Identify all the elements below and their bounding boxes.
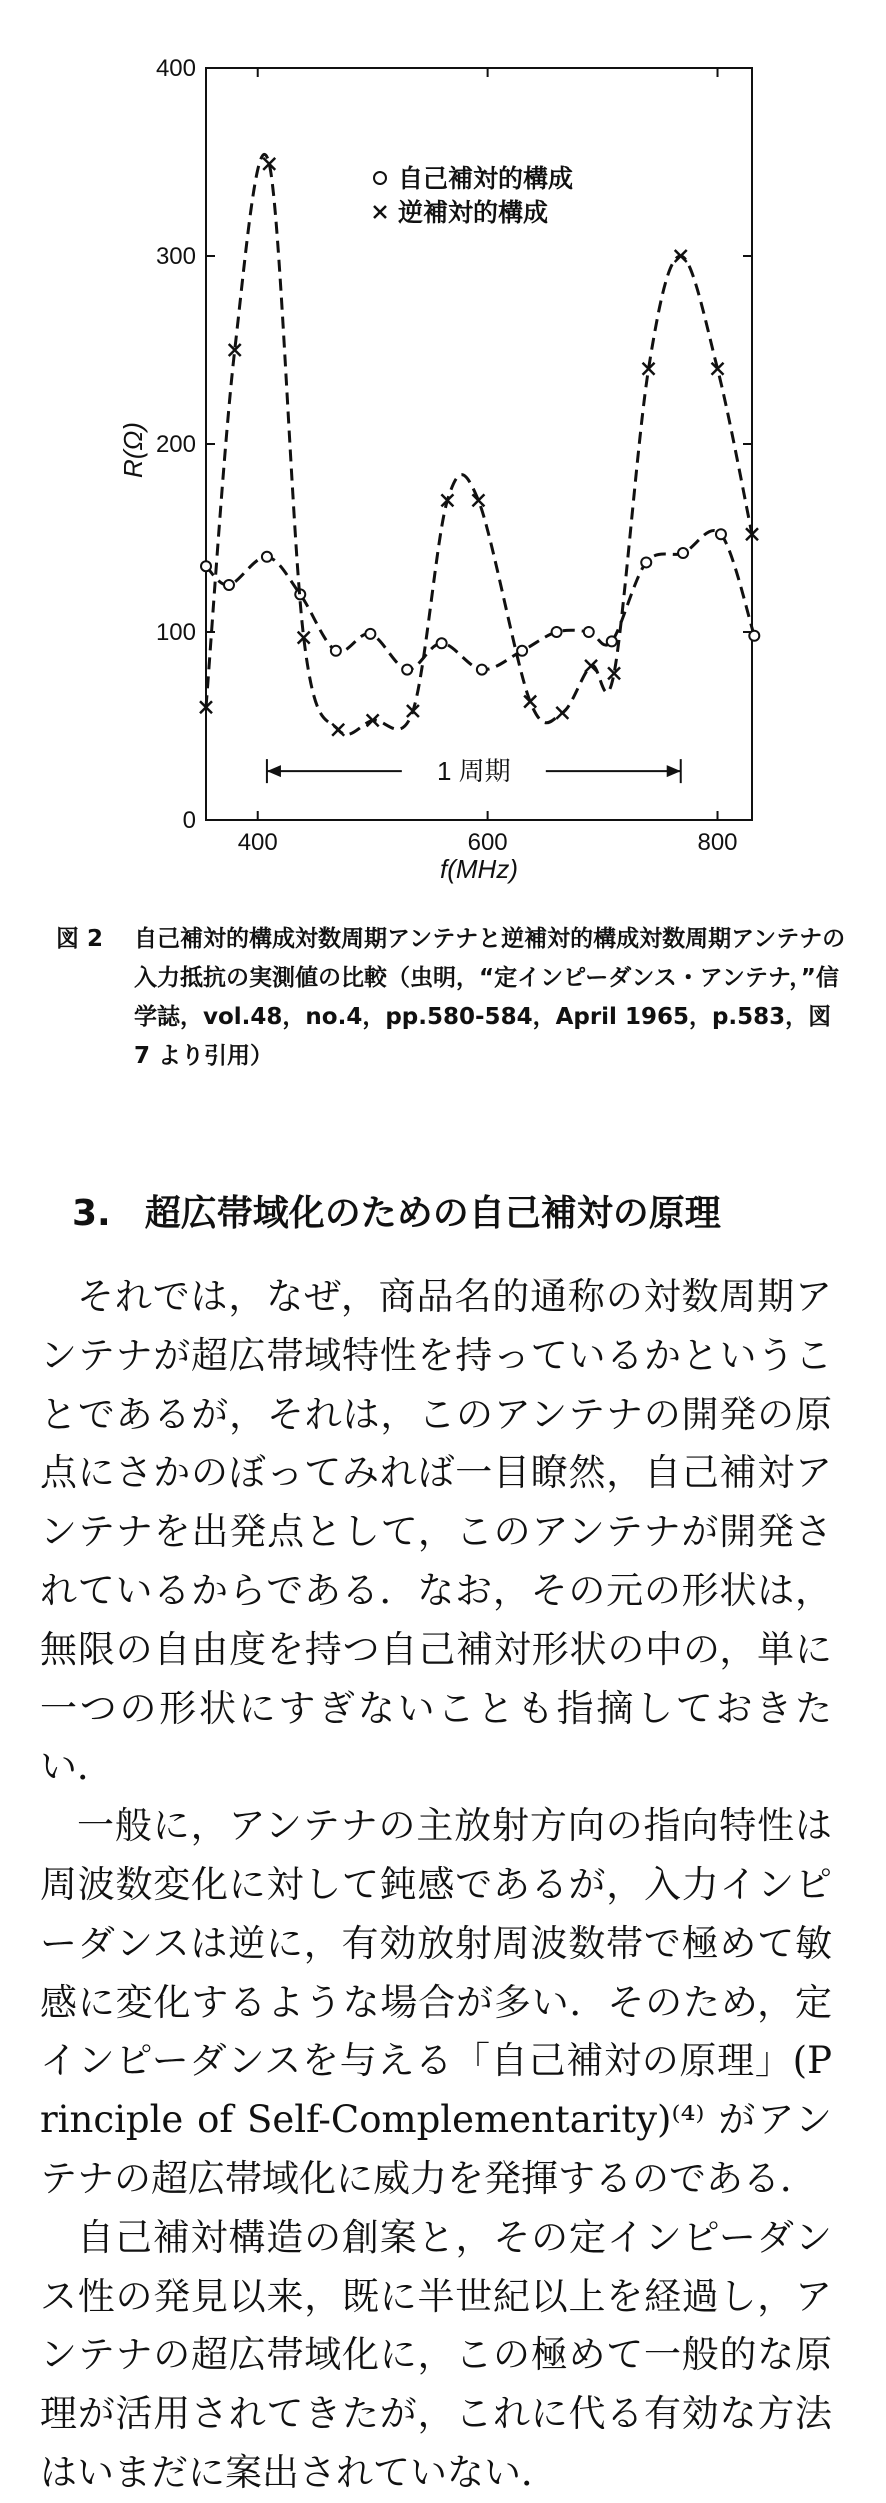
series-1-point bbox=[678, 548, 688, 558]
series-1-point bbox=[477, 665, 487, 675]
figure-number: 図 2 bbox=[56, 926, 104, 952]
series-1-point bbox=[584, 627, 594, 637]
series-1-point bbox=[437, 638, 447, 648]
series-line-2 bbox=[206, 154, 752, 734]
period-arrowhead-left bbox=[267, 765, 281, 777]
y-tick-label: 400 bbox=[155, 55, 196, 82]
period-label: 1 周期 bbox=[436, 756, 511, 787]
series-1-point bbox=[402, 665, 412, 675]
x-tick-label: 800 bbox=[697, 829, 738, 856]
series-2-point bbox=[675, 250, 687, 262]
series-1-point bbox=[331, 646, 341, 656]
series-1-point bbox=[365, 629, 375, 639]
section-title-text: 超広帯域化のための自己補対の原理 bbox=[144, 1193, 721, 1234]
legend-label-1: 自己補対的構成 bbox=[398, 165, 574, 193]
series-1-point bbox=[262, 552, 272, 562]
series-line-1 bbox=[206, 530, 754, 669]
resistance-chart bbox=[0, 0, 886, 900]
series-1-point bbox=[224, 580, 234, 590]
x-tick-label: 600 bbox=[467, 829, 508, 856]
series-1-point bbox=[749, 631, 759, 641]
legend-marker-circle bbox=[374, 172, 386, 184]
series-2-point bbox=[556, 707, 568, 719]
y-axis-label: R(Ω) bbox=[118, 422, 148, 478]
y-tick-label: 200 bbox=[155, 431, 196, 458]
series-2-point bbox=[332, 724, 344, 736]
y-tick-label: 300 bbox=[155, 243, 196, 270]
figure-caption bbox=[56, 920, 846, 1076]
paragraph: それでは，なぜ，商品名的通称の対数周期アンテナが超広帯域特性を持っているかということであるが，それは，このアンテナの開発の原点にさかのぼってみれば一目瞭然，自己補対アンテナを出発点として，このアンテナが開発されているからである．なお，その元の形状は，無限の自由度を持つ自己補対形状の中の，単に一つの形状にすぎないことも指摘しておきたい． bbox=[40, 1275, 832, 1789]
series-1-point bbox=[201, 561, 211, 571]
body-text bbox=[40, 1268, 832, 2503]
legend-marker-cross bbox=[374, 206, 386, 218]
x-axis-label: f(MHz) bbox=[440, 854, 518, 884]
series-1-point bbox=[607, 636, 617, 646]
legend-label-2: 逆補対的構成 bbox=[398, 199, 549, 227]
series-1-point bbox=[641, 557, 651, 567]
series-1-point bbox=[517, 646, 527, 656]
period-arrowhead-right bbox=[667, 765, 681, 777]
x-tick-label: 400 bbox=[237, 829, 278, 856]
series-2-point bbox=[472, 494, 484, 506]
paragraph: 自己補対構造の創案と，その定インピーダンス性の発見以来，既に半世紀以上を経過し，アンテナの超広帯域化に，この極めて一般的な原理が活用されてきたが，これに代る有効な方法はいまだに案出されていない． bbox=[40, 2215, 832, 2494]
y-tick-label: 100 bbox=[155, 619, 196, 646]
series-1-point bbox=[552, 627, 562, 637]
paragraph: 一般に，アンテナの主放射方向の指向特性は周波数変化に対して鈍感であるが，入力インピーダンスは逆に，有効放射周波数帯で極めて敏感に変化するような場合が多い．そのため，定インピーダンスを与える「自己補対の原理」(Principle of Self-Complementarity)⁽⁴⁾ がアンテナの超広帯域化に威力を発揮するのである． bbox=[40, 1804, 832, 2200]
section-heading bbox=[72, 1185, 721, 1236]
caption-text: 自己補対的構成対数周期アンテナと逆補対的構成対数周期アンテナの入力抵抗の実測値の比較（虫明，“定インピーダンス・アンテナ，”信学誌，vol.48，no.4，pp.580-584，April 1965，p.583，図 7 より引用） bbox=[134, 926, 846, 1069]
section-number: 3. bbox=[72, 1193, 111, 1234]
y-tick-label: 0 bbox=[182, 807, 196, 834]
series-1-point bbox=[716, 529, 726, 539]
